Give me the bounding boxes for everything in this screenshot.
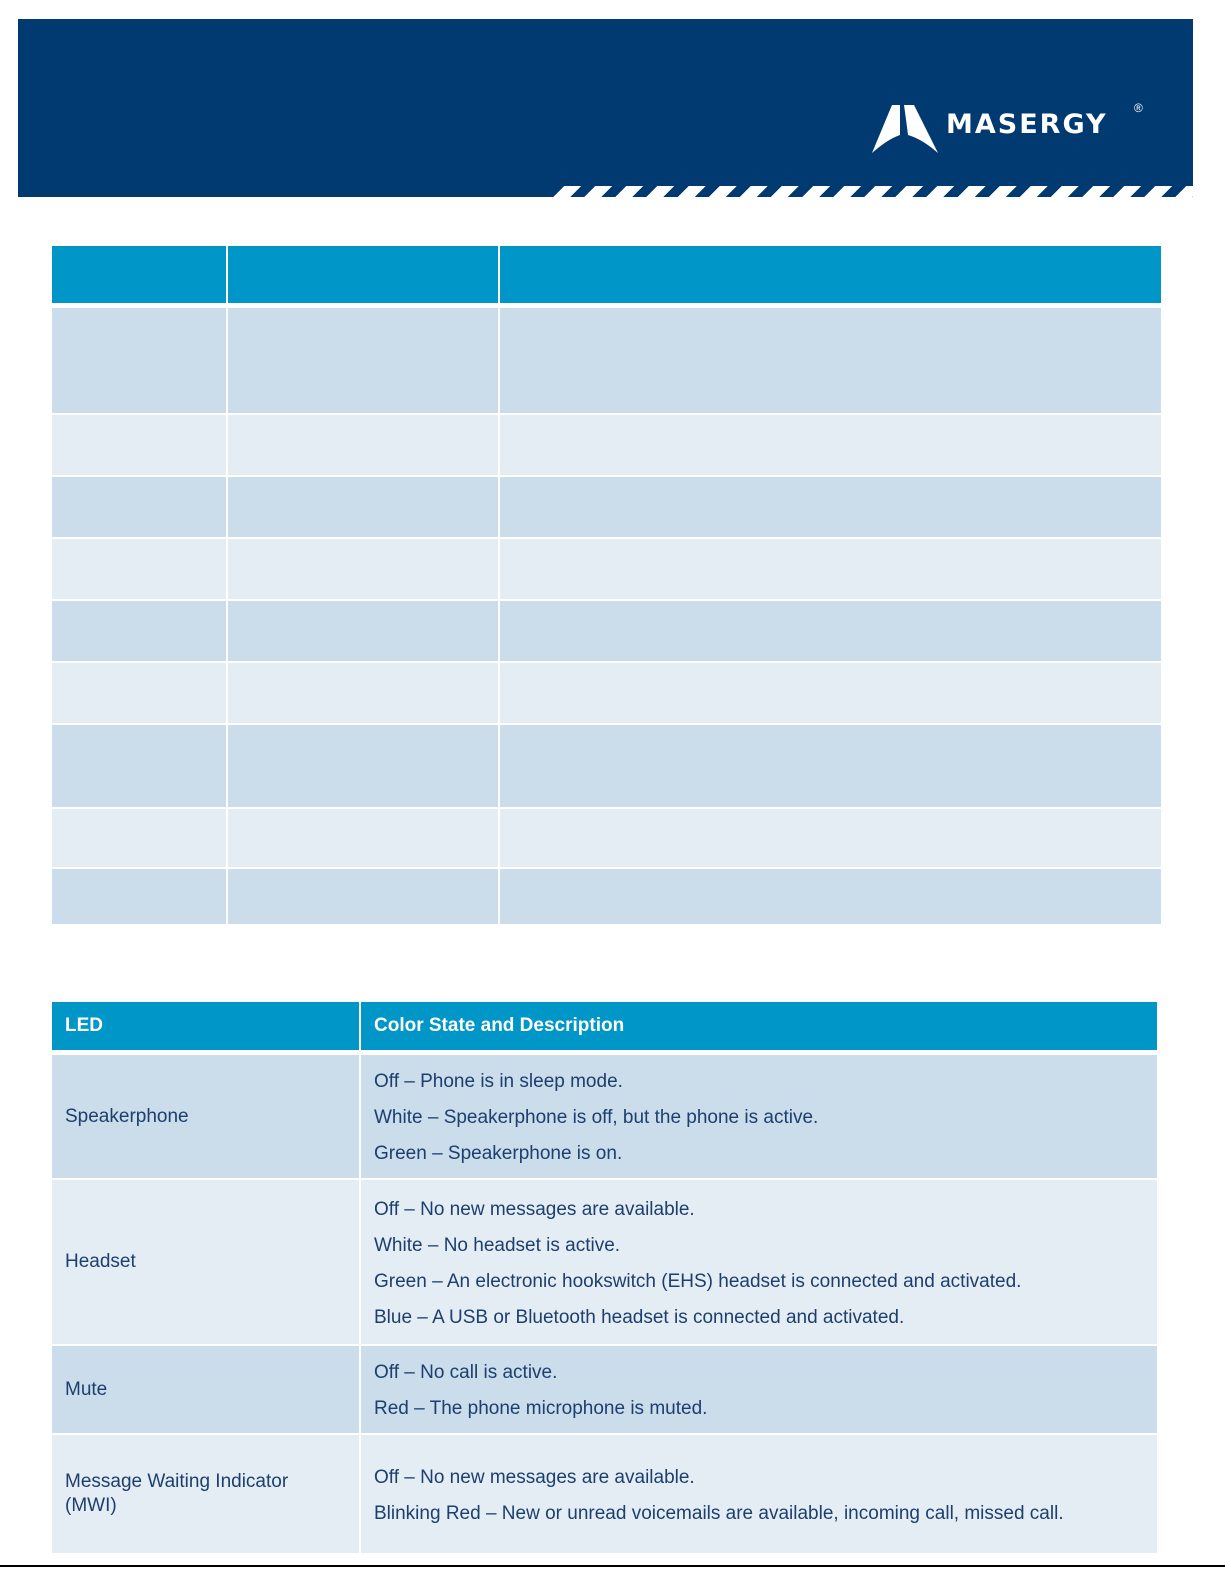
table-header-row — [52, 1002, 1157, 1055]
state-line: Off – No call is active. — [374, 1362, 558, 1383]
led-name: Headset — [52, 1180, 361, 1346]
led-description — [361, 1180, 1157, 1346]
table-row — [52, 809, 1161, 869]
state-line: Off – No new messages are available. — [374, 1198, 695, 1220]
masergy-logo — [870, 99, 1160, 155]
led-name: Speakerphone — [52, 1055, 361, 1180]
table-row — [52, 725, 1161, 809]
state-line: White – No headset is active. — [374, 1234, 621, 1256]
table-row — [52, 477, 1161, 539]
page-bottom-rule — [0, 1565, 1225, 1567]
led-name: Mute — [52, 1346, 361, 1435]
state-line: Off – Phone is in sleep mode. — [374, 1071, 623, 1092]
table-1 — [52, 246, 1161, 924]
table-row — [52, 1346, 1157, 1435]
state-line: Off – No new messages are available. — [374, 1466, 695, 1488]
state-line: Green – Speakerphone is on. — [374, 1143, 623, 1164]
table-row — [52, 663, 1161, 725]
header-stripe-border — [550, 186, 1193, 197]
state-line: Red – The phone microphone is muted. — [374, 1398, 708, 1419]
led-name: Message Waiting Indicator (MWI) — [52, 1435, 361, 1555]
table-row — [52, 415, 1161, 477]
table-row — [52, 1435, 1157, 1555]
led-description — [361, 1346, 1157, 1435]
state-line: White – Speakerphone is off, but the phone is active. — [374, 1107, 819, 1128]
table-row — [52, 869, 1161, 924]
led-description — [361, 1055, 1157, 1180]
page-header-banner — [18, 19, 1193, 197]
table-row — [52, 308, 1161, 415]
table-row — [52, 1055, 1157, 1180]
state-line: Blue – A USB or Bluetooth headset is connected and activated. — [374, 1306, 905, 1328]
led-description — [361, 1435, 1157, 1555]
header-led: LED — [52, 1002, 361, 1055]
table-row — [52, 539, 1161, 601]
table-row — [52, 601, 1161, 663]
state-line: Blinking Red – New or unread voicemails are available, incoming call, missed call. — [374, 1502, 1064, 1524]
led-color-state-table — [52, 1002, 1157, 1555]
logo-wordmark: MASERGY — [946, 109, 1108, 140]
header-color-state-description: Color State and Description — [361, 1002, 1157, 1055]
state-line: Green – An electronic hookswitch (EHS) headset is connected and activated. — [374, 1270, 1022, 1292]
table-row — [52, 1180, 1157, 1346]
registered-mark: ® — [1134, 101, 1143, 115]
masergy-mountain-icon — [870, 99, 940, 155]
table-1-header-row — [52, 246, 1161, 308]
